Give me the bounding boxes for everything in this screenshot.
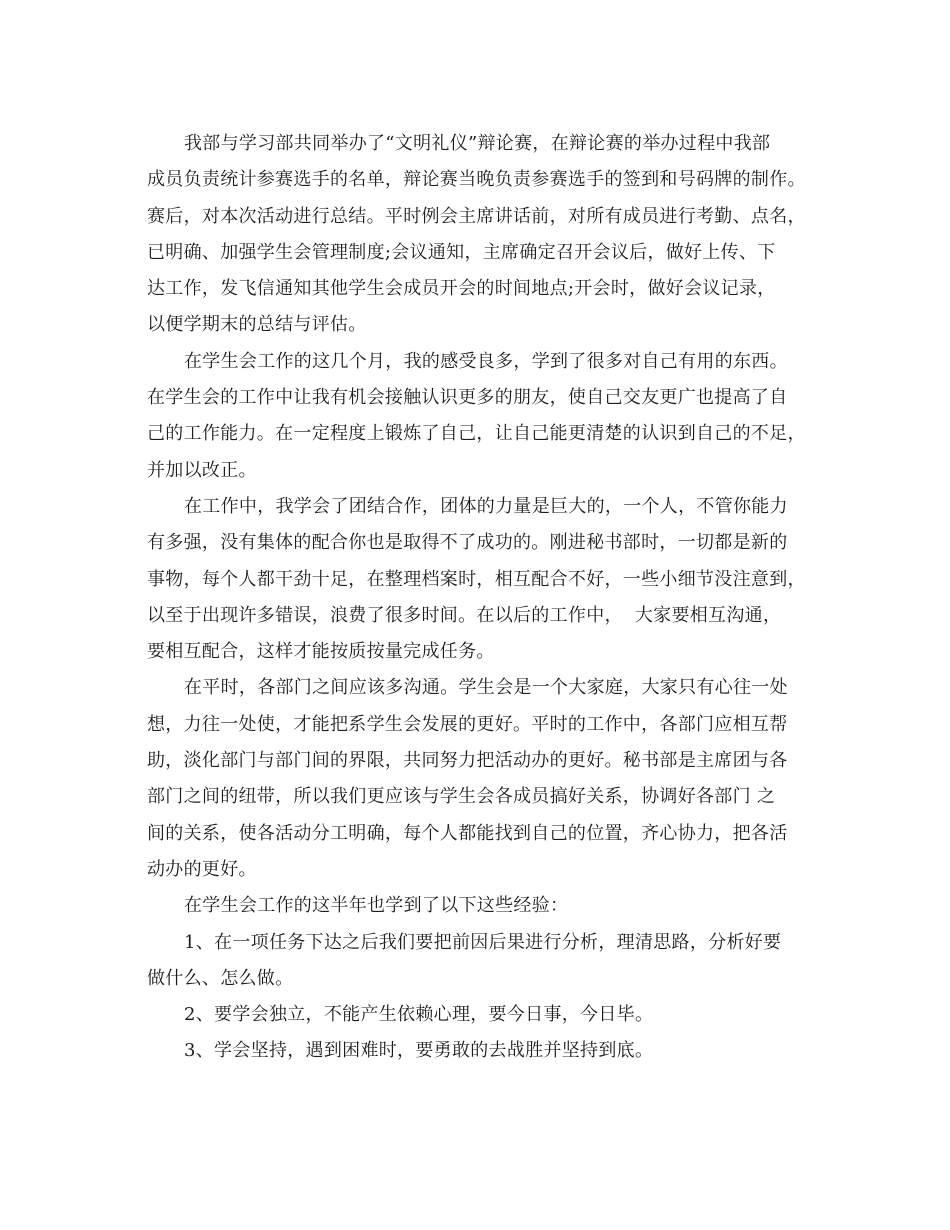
text-line: 在工作中，我学会了团结合作，团体的力量是巨大的，一个人，不管你能力 <box>184 495 788 517</box>
text-line: 有多强，没有集体的配合你也是取得不了成功的。刚进秘书部时，一切都是新的 <box>147 532 788 554</box>
text-line: 并加以改正。 <box>147 459 257 481</box>
text-line: 在学生会工作的这几个月，我的感受良多，学到了很多对自己有用的东西。 <box>184 350 788 372</box>
text-line: 部门之间的纽带，所以我们更应该与学生会各成员搞好关系，协调好各部门 之 <box>147 786 776 808</box>
text-line: 在平时，各部门之间应该多沟通。学生会是一个大家庭，大家只有心往一处 <box>184 677 788 699</box>
text-line: 达工作，发飞信通知其他学生会成员开会的时间地点;开会时，做好会议记录， <box>147 278 776 300</box>
text-line: 在学生会工作的这半年也学到了以下这些经验： <box>184 895 569 917</box>
text-line: 1、在一项任务下达之后我们要把前因后果进行分析，理清思路，分析好要 <box>184 931 782 953</box>
text-line: 要相互配合，这样才能按质按量完成任务。 <box>147 641 495 663</box>
text-line: 在学生会的工作中让我有机会接触认识更多的朋友，使自己交友更广也提高了自 <box>147 387 788 409</box>
text-line: 已明确、加强学生会管理制度;会议通知，主席确定召开会议后，做好上传、下 <box>147 241 776 263</box>
text-line: 间的关系，使各活动分工明确，每个人都能找到自己的位置，齐心协力，把各活 <box>147 822 788 844</box>
text-line: 赛后，对本次活动进行总结。平时例会主席讲话前，对所有成员进行考勤、点名， <box>147 205 806 227</box>
text-line: 我部与学习部共同举办了“文明礼仪”辩论赛，在辩论赛的举办过程中我部 <box>184 133 771 154</box>
text-line: 助，淡化部门与部门间的界限，共同努力把活动办的更好。秘书部是主席团与各 <box>147 750 788 772</box>
text-line: 以便学期末的总结与评估。 <box>147 314 367 336</box>
text-line: 动办的更好。 <box>147 858 257 880</box>
text-line: 做什么、怎么做。 <box>147 967 294 989</box>
text-line: 想，力往一处使，才能把系学生会发展的更好。平时的工作中，各部门应相互帮 <box>147 713 788 735</box>
text-line: 3、学会坚持，遇到困难时，要勇敢的去战胜并坚持到底。 <box>184 1040 654 1062</box>
document-body <box>147 126 817 1070</box>
text-line: 事物，每个人都干劲十足，在整理档案时，相互配合不好，一些小细节没注意到， <box>147 568 806 590</box>
text-line: 以至于出现许多错误，浪费了很多时间。在以后的工作中， 大家要相互沟通， <box>147 604 782 626</box>
text-line: 成员负责统计参赛选手的名单，辩论赛当晚负责参赛选手的签到和号码牌的制作。 <box>147 169 806 191</box>
text-line: 2、要学会独立，不能产生依赖心理，要今日事，今日毕。 <box>184 1004 654 1026</box>
text-line: 己的工作能力。在一定程度上锻炼了自己，让自己能更清楚的认识到自己的不足， <box>147 423 806 445</box>
